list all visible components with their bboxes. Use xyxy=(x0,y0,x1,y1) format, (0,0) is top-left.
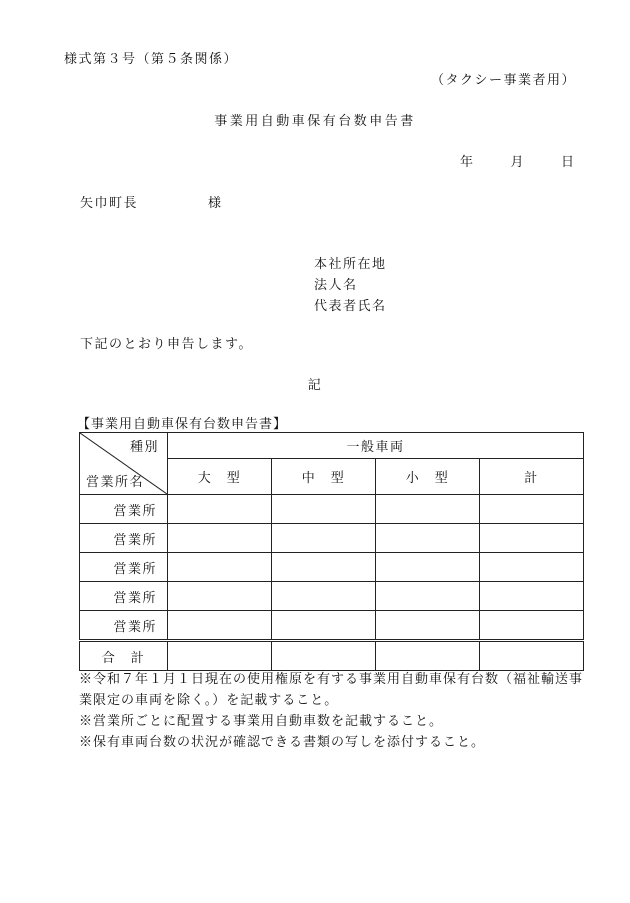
office-name-label: 営業所名 xyxy=(86,475,145,490)
document-title: 事業用自動車保有台数申告書 xyxy=(214,114,416,129)
large-count-cell[interactable] xyxy=(168,495,272,524)
representative-label: 代表者氏名 xyxy=(314,299,387,314)
date-line xyxy=(460,151,576,170)
large-count-cell[interactable] xyxy=(168,582,272,611)
table-row xyxy=(80,553,584,582)
column-header-small: 小 型 xyxy=(376,459,480,495)
column-header-medium: 中 型 xyxy=(272,459,376,495)
medium-count-cell[interactable] xyxy=(272,582,376,611)
total-large-cell[interactable] xyxy=(168,641,272,671)
intro-text: 下記のとおり申告します。 xyxy=(80,337,253,352)
medium-count-cell[interactable] xyxy=(272,611,376,641)
table-row xyxy=(80,582,584,611)
addressee-honorific: 様 xyxy=(208,196,223,211)
kind-label: 種別 xyxy=(129,440,159,455)
row-total-cell[interactable] xyxy=(480,582,584,611)
date-day-label: 日 xyxy=(561,155,576,170)
table-row xyxy=(80,524,584,553)
note-item: ※令和７年１月１日現在の使用権原を有する事業用自動車保有台数（福祉輸送事業限定の車両を除く。）を記載すること。 xyxy=(79,672,584,708)
small-count-cell[interactable] xyxy=(376,495,480,524)
table-row xyxy=(80,611,584,641)
small-count-cell[interactable] xyxy=(376,524,480,553)
small-count-cell[interactable] xyxy=(376,553,480,582)
total-small-cell[interactable] xyxy=(376,641,480,671)
large-count-cell[interactable] xyxy=(168,611,272,641)
row-total-cell[interactable] xyxy=(480,495,584,524)
table-caption: 【事業用自動車保有台数申告書】 xyxy=(77,417,288,432)
addressee-name: 矢巾町長 xyxy=(80,196,139,211)
total-medium-cell[interactable] xyxy=(272,641,376,671)
form-number: 様式第３号（第５条関係） xyxy=(64,52,239,67)
medium-count-cell[interactable] xyxy=(272,553,376,582)
large-count-cell[interactable] xyxy=(168,553,272,582)
addressee xyxy=(80,192,223,211)
office-label: 営業所 xyxy=(80,524,168,553)
total-row xyxy=(80,641,584,671)
small-count-cell[interactable] xyxy=(376,582,480,611)
note-item: ※保有車両台数の状況が確認できる書類の写しを添付すること。 xyxy=(79,735,486,750)
office-label: 営業所 xyxy=(80,582,168,611)
row-total-cell[interactable] xyxy=(480,553,584,582)
note-item: ※営業所ごとに配置する事業用自動車数を記載すること。 xyxy=(79,714,444,729)
grand-total-cell[interactable] xyxy=(480,641,584,671)
vehicle-count-table xyxy=(79,432,584,671)
company-name-label: 法人名 xyxy=(314,278,358,293)
company-address-label: 本社所在地 xyxy=(314,257,387,272)
date-month-label: 月 xyxy=(510,155,526,170)
date-year-label: 年 xyxy=(460,155,475,170)
small-count-cell[interactable] xyxy=(376,611,480,641)
group-header-general: 一般車両 xyxy=(168,433,584,459)
office-label: 営業所 xyxy=(80,553,168,582)
notes xyxy=(79,669,589,753)
medium-count-cell[interactable] xyxy=(272,524,376,553)
ki-heading: 記 xyxy=(307,378,323,393)
row-total-cell[interactable] xyxy=(480,524,584,553)
column-header-large: 大 型 xyxy=(168,459,272,495)
column-header-total: 計 xyxy=(480,459,584,495)
row-total-cell[interactable] xyxy=(480,611,584,641)
large-count-cell[interactable] xyxy=(168,524,272,553)
medium-count-cell[interactable] xyxy=(272,495,376,524)
usage-label: （タクシー事業者用） xyxy=(430,73,576,88)
office-label: 営業所 xyxy=(80,611,168,641)
total-label: 合 計 xyxy=(80,641,168,671)
table-row xyxy=(80,495,584,524)
office-label: 営業所 xyxy=(80,495,168,524)
corner-header-cell xyxy=(80,433,168,495)
